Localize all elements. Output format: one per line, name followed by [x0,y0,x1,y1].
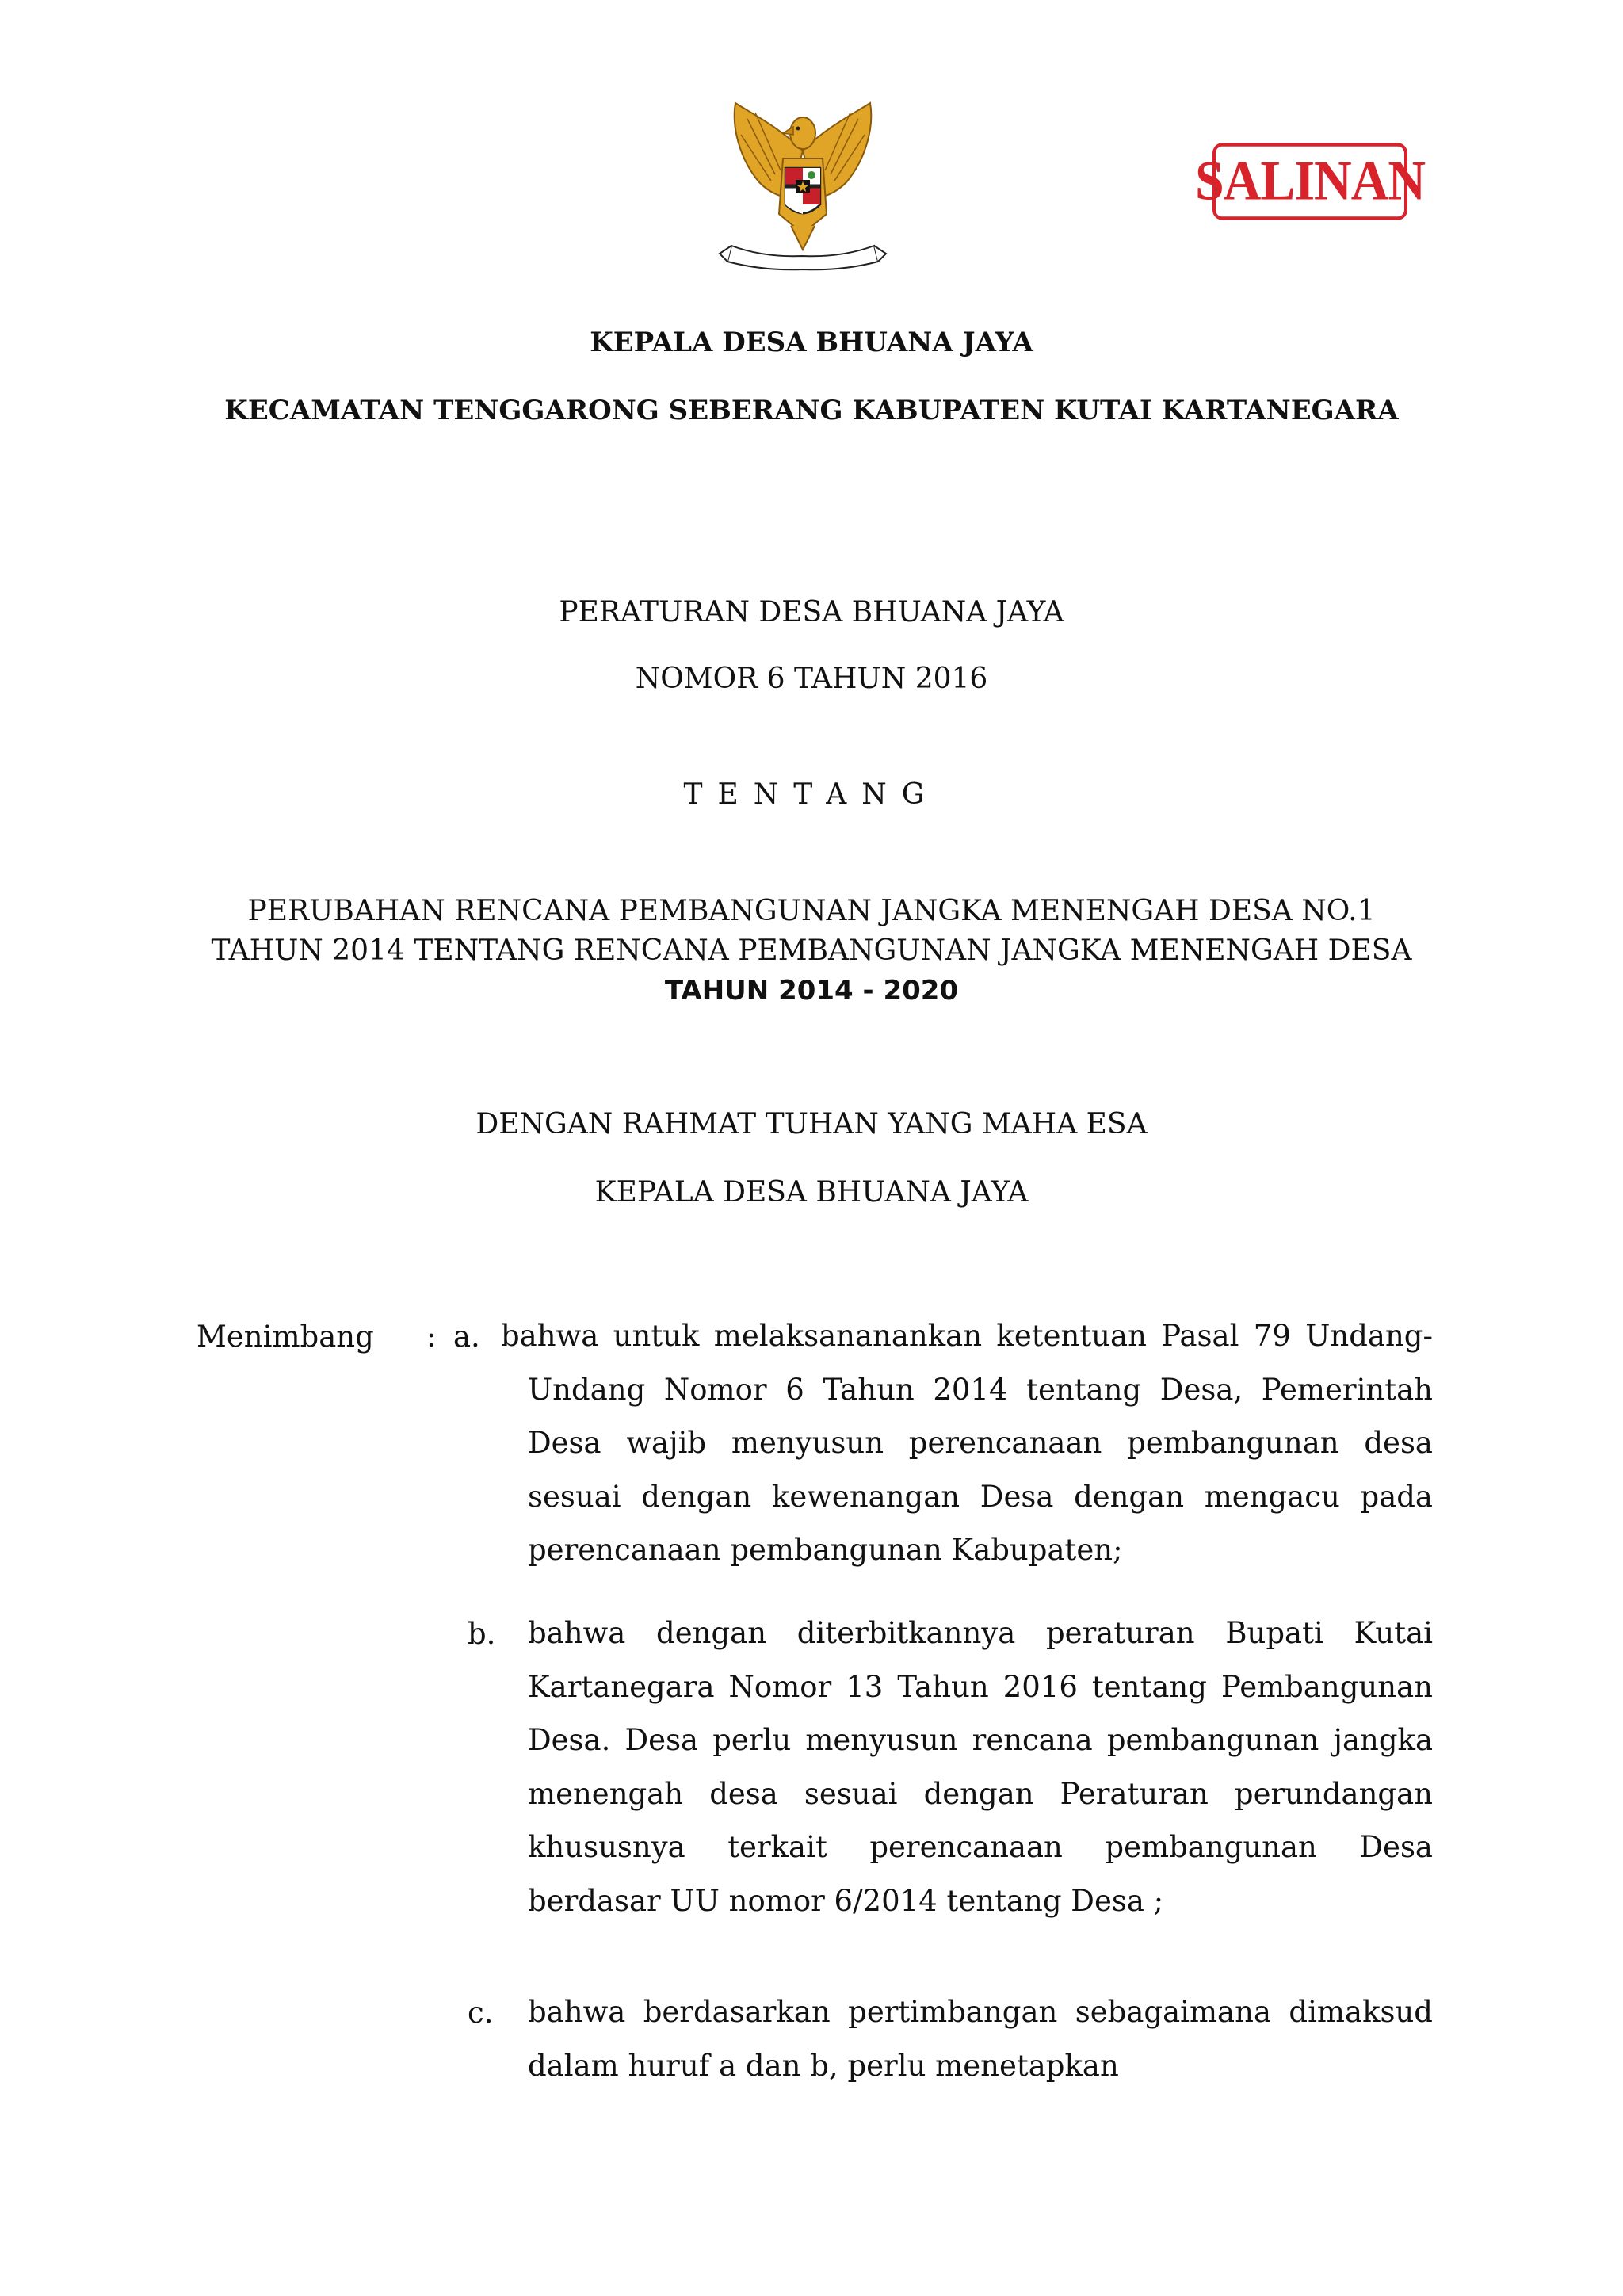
clause-a-line: perencanaan pembangunan Kabupaten; [528,1533,1123,1567]
salinan-stamp [1194,143,1426,220]
clause-b-line: bahwa dengan diterbitkannya peraturan Bupati Kutai [528,1616,1433,1650]
clause-b-line: berdasar UU nomor 6/2014 tentang Desa ; [528,1883,1164,1918]
authority-line: KEPALA DESA BHUANA JAYA [594,1176,1029,1209]
clause-b [528,1606,1433,1927]
clause-a-line: bahwa untuk melaksananankan ketentuan Pasal 79 Undang- [501,1319,1433,1353]
clause-b-line: menengah desa sesuai dengan Peraturan perundangan [528,1776,1433,1811]
regulation-subject [0,892,1623,1010]
clause-b-line: khususnya terkait perencanaan pembangunan Desa [528,1830,1433,1864]
clause-b-line: Desa. Desa perlu menyusun rencana pembangunan jangka [528,1723,1433,1757]
menimbang-colon: : [426,1320,437,1354]
subject-line-3: TAHUN 2014 - 2020 [664,975,959,1007]
regulation-number: NOMOR 6 TAHUN 2016 [635,663,988,695]
subject-line-2: TAHUN 2014 TENTANG RENCANA PEMBANGUNAN JANGKA MENENGAH DESA [211,934,1412,967]
regulation-title: PERATURAN DESA BHUANA JAYA [559,596,1064,628]
clause-b-line: Kartanegara Nomor 13 Tahun 2016 tentang Pembangunan [528,1669,1433,1704]
clause-a-line: sesuai dengan kewenangan Desa dengan mengacu pada [528,1479,1433,1514]
clause-a-line: Undang Nomor 6 Tahun 2014 tentang Desa, Pemerintah [528,1372,1433,1407]
clause-letter-b: b. [468,1617,496,1651]
about-label: TENTANG [683,778,940,811]
clause-c-line: dalam huruf a dan b, perlu menetapkan [528,2048,1119,2083]
clause-a-line: Desa wajib menyusun perencanaan pembangunan desa [528,1426,1433,1460]
subject-line-1: PERUBAHAN RENCANA PEMBANGUNAN JANGKA MENENGAH DESA NO.1 [247,895,1376,927]
stamp-label: SALINAN [1194,150,1426,212]
header-subtitle: KECAMATAN TENGGARONG SEBERANG KABUPATEN KUTAI KARTANEGARA [224,395,1399,426]
clause-letter-a: a. [453,1320,480,1354]
garuda-pancasila-emblem-icon [716,95,890,273]
clause-c [528,1985,1433,2092]
clause-a [501,1309,1433,1363]
header-title: KEPALA DESA BHUANA JAYA [590,327,1033,358]
menimbang-label: Menimbang [197,1320,374,1354]
clause-a-continued [528,1363,1433,1577]
clause-c-line: bahwa berdasarkan pertimbangan sebagaimana dimaksud [528,1995,1433,2029]
blessing-line: DENGAN RAHMAT TUHAN YANG MAHA ESA [475,1108,1148,1140]
clause-letter-c: c. [468,1996,494,2030]
